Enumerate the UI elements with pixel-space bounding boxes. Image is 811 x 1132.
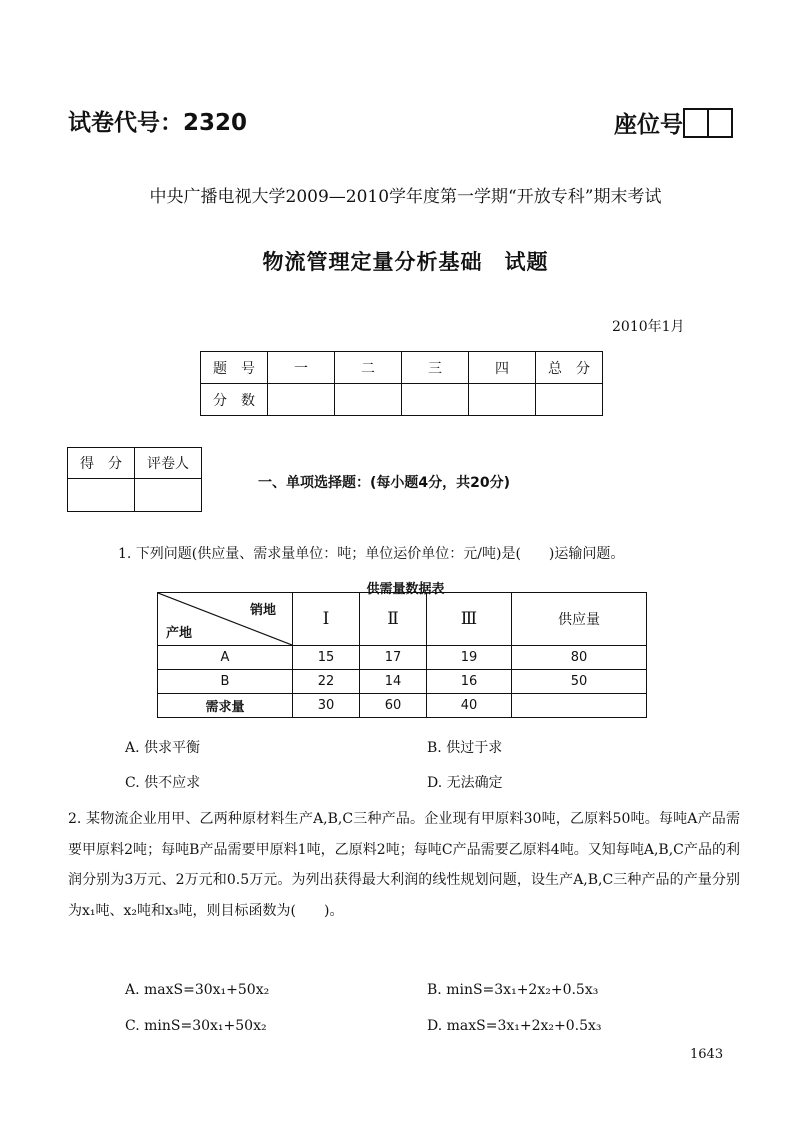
seat-number <box>614 106 733 139</box>
seat-label: 座位号 <box>614 112 683 138</box>
q2-option-c: C. minS=30x₁+50x₂ <box>125 1018 267 1034</box>
table-cell: 40 <box>427 694 512 718</box>
row-label: B <box>158 670 293 694</box>
q1-option-a: A. 供求平衡 <box>125 740 201 756</box>
section-title: 一、单项选择题：(每小题4分，共20分) <box>258 475 511 491</box>
table-cell: 22 <box>293 670 360 694</box>
q2-option-d: D. maxS=3x₁+2x₂+0.5x₃ <box>427 1018 602 1034</box>
q2-option-a: A. maxS=30x₁+50x₂ <box>125 982 270 998</box>
table-cell: 15 <box>293 646 360 670</box>
score-header-cell: 四 <box>469 352 536 384</box>
exam-name: 中央广播电视大学2009—2010学年度第一学期“开放专科”期末考试 <box>149 187 662 207</box>
supply-demand-table <box>157 592 647 718</box>
table-cell: 19 <box>427 646 512 670</box>
score-header-cell: 二 <box>335 352 402 384</box>
score-header-cell: 总 分 <box>536 352 603 384</box>
score-header-cell: 一 <box>268 352 335 384</box>
table-cell: 14 <box>360 670 427 694</box>
paper-code: 试卷代号：2320 <box>68 110 248 136</box>
table-cell: 80 <box>512 646 647 670</box>
q1-option-d: D. 无法确定 <box>427 775 503 791</box>
table-cell: 16 <box>427 670 512 694</box>
table-cell: 60 <box>360 694 427 718</box>
q2-option-b: B. minS=3x₁+2x₂+0.5x₃ <box>427 982 599 998</box>
grader-blank <box>135 479 202 512</box>
exam-date: 2010年1月 <box>612 319 685 335</box>
col-header: 供应量 <box>512 593 647 646</box>
score-header-cell: 三 <box>402 352 469 384</box>
table-cell: 30 <box>293 694 360 718</box>
question-2-stem: 2. 某物流企业用甲、乙两种原材料生产A,B,C三种产品。企业现有甲原料30吨，乙原料50吨。每吨A产品需要甲原料2吨；每吨B产品需要甲原料1吨，乙原料2吨；每吨C产品需要乙原料4吨。又知每吨A,B,C产品的利润分别为3万元、2万元和0.5万元。为列出获得最大利润的线性规划问题，设生产A,B,C三种产品的产量分别为x₁吨、x₂吨和x₃吨，则目标函数为( )。 <box>68 811 740 919</box>
q1-option-c: C. 供不应求 <box>125 775 201 791</box>
supply-demand-table-title: 供需量数据表 <box>366 582 445 597</box>
seat-box-2 <box>709 108 733 138</box>
col-header: Ⅱ <box>360 593 427 646</box>
score-cell <box>402 384 469 416</box>
score-row-label: 分 数 <box>201 384 268 416</box>
score-cell <box>268 384 335 416</box>
table-cell <box>512 694 647 718</box>
col-header: Ⅰ <box>293 593 360 646</box>
q1-option-b: B. 供过于求 <box>427 740 503 756</box>
score-cell <box>469 384 536 416</box>
subject-title: 物流管理定量分析基础 试题 <box>262 250 549 274</box>
score-header-cell: 题 号 <box>201 352 268 384</box>
corner-top-label: 销地 <box>249 603 276 618</box>
score-table <box>200 351 603 416</box>
grader-table <box>67 447 202 512</box>
page-number: 1643 <box>690 1047 724 1062</box>
corner-cell <box>158 593 293 646</box>
question-1-stem: 1. 下列问题(供应量、需求量单位：吨；单位运价单位：元/吨)是( )运输问题。 <box>118 546 625 562</box>
grader-label: 评卷人 <box>135 448 202 479</box>
score-blank <box>68 479 135 512</box>
col-header: Ⅲ <box>427 593 512 646</box>
row-label: A <box>158 646 293 670</box>
seat-box-1 <box>683 108 709 138</box>
corner-bottom-label: 产地 <box>166 626 193 641</box>
score-label: 得 分 <box>68 448 135 479</box>
table-cell: 50 <box>512 670 647 694</box>
score-cell <box>536 384 603 416</box>
table-cell: 17 <box>360 646 427 670</box>
row-label: 需求量 <box>158 694 293 718</box>
score-cell <box>335 384 402 416</box>
